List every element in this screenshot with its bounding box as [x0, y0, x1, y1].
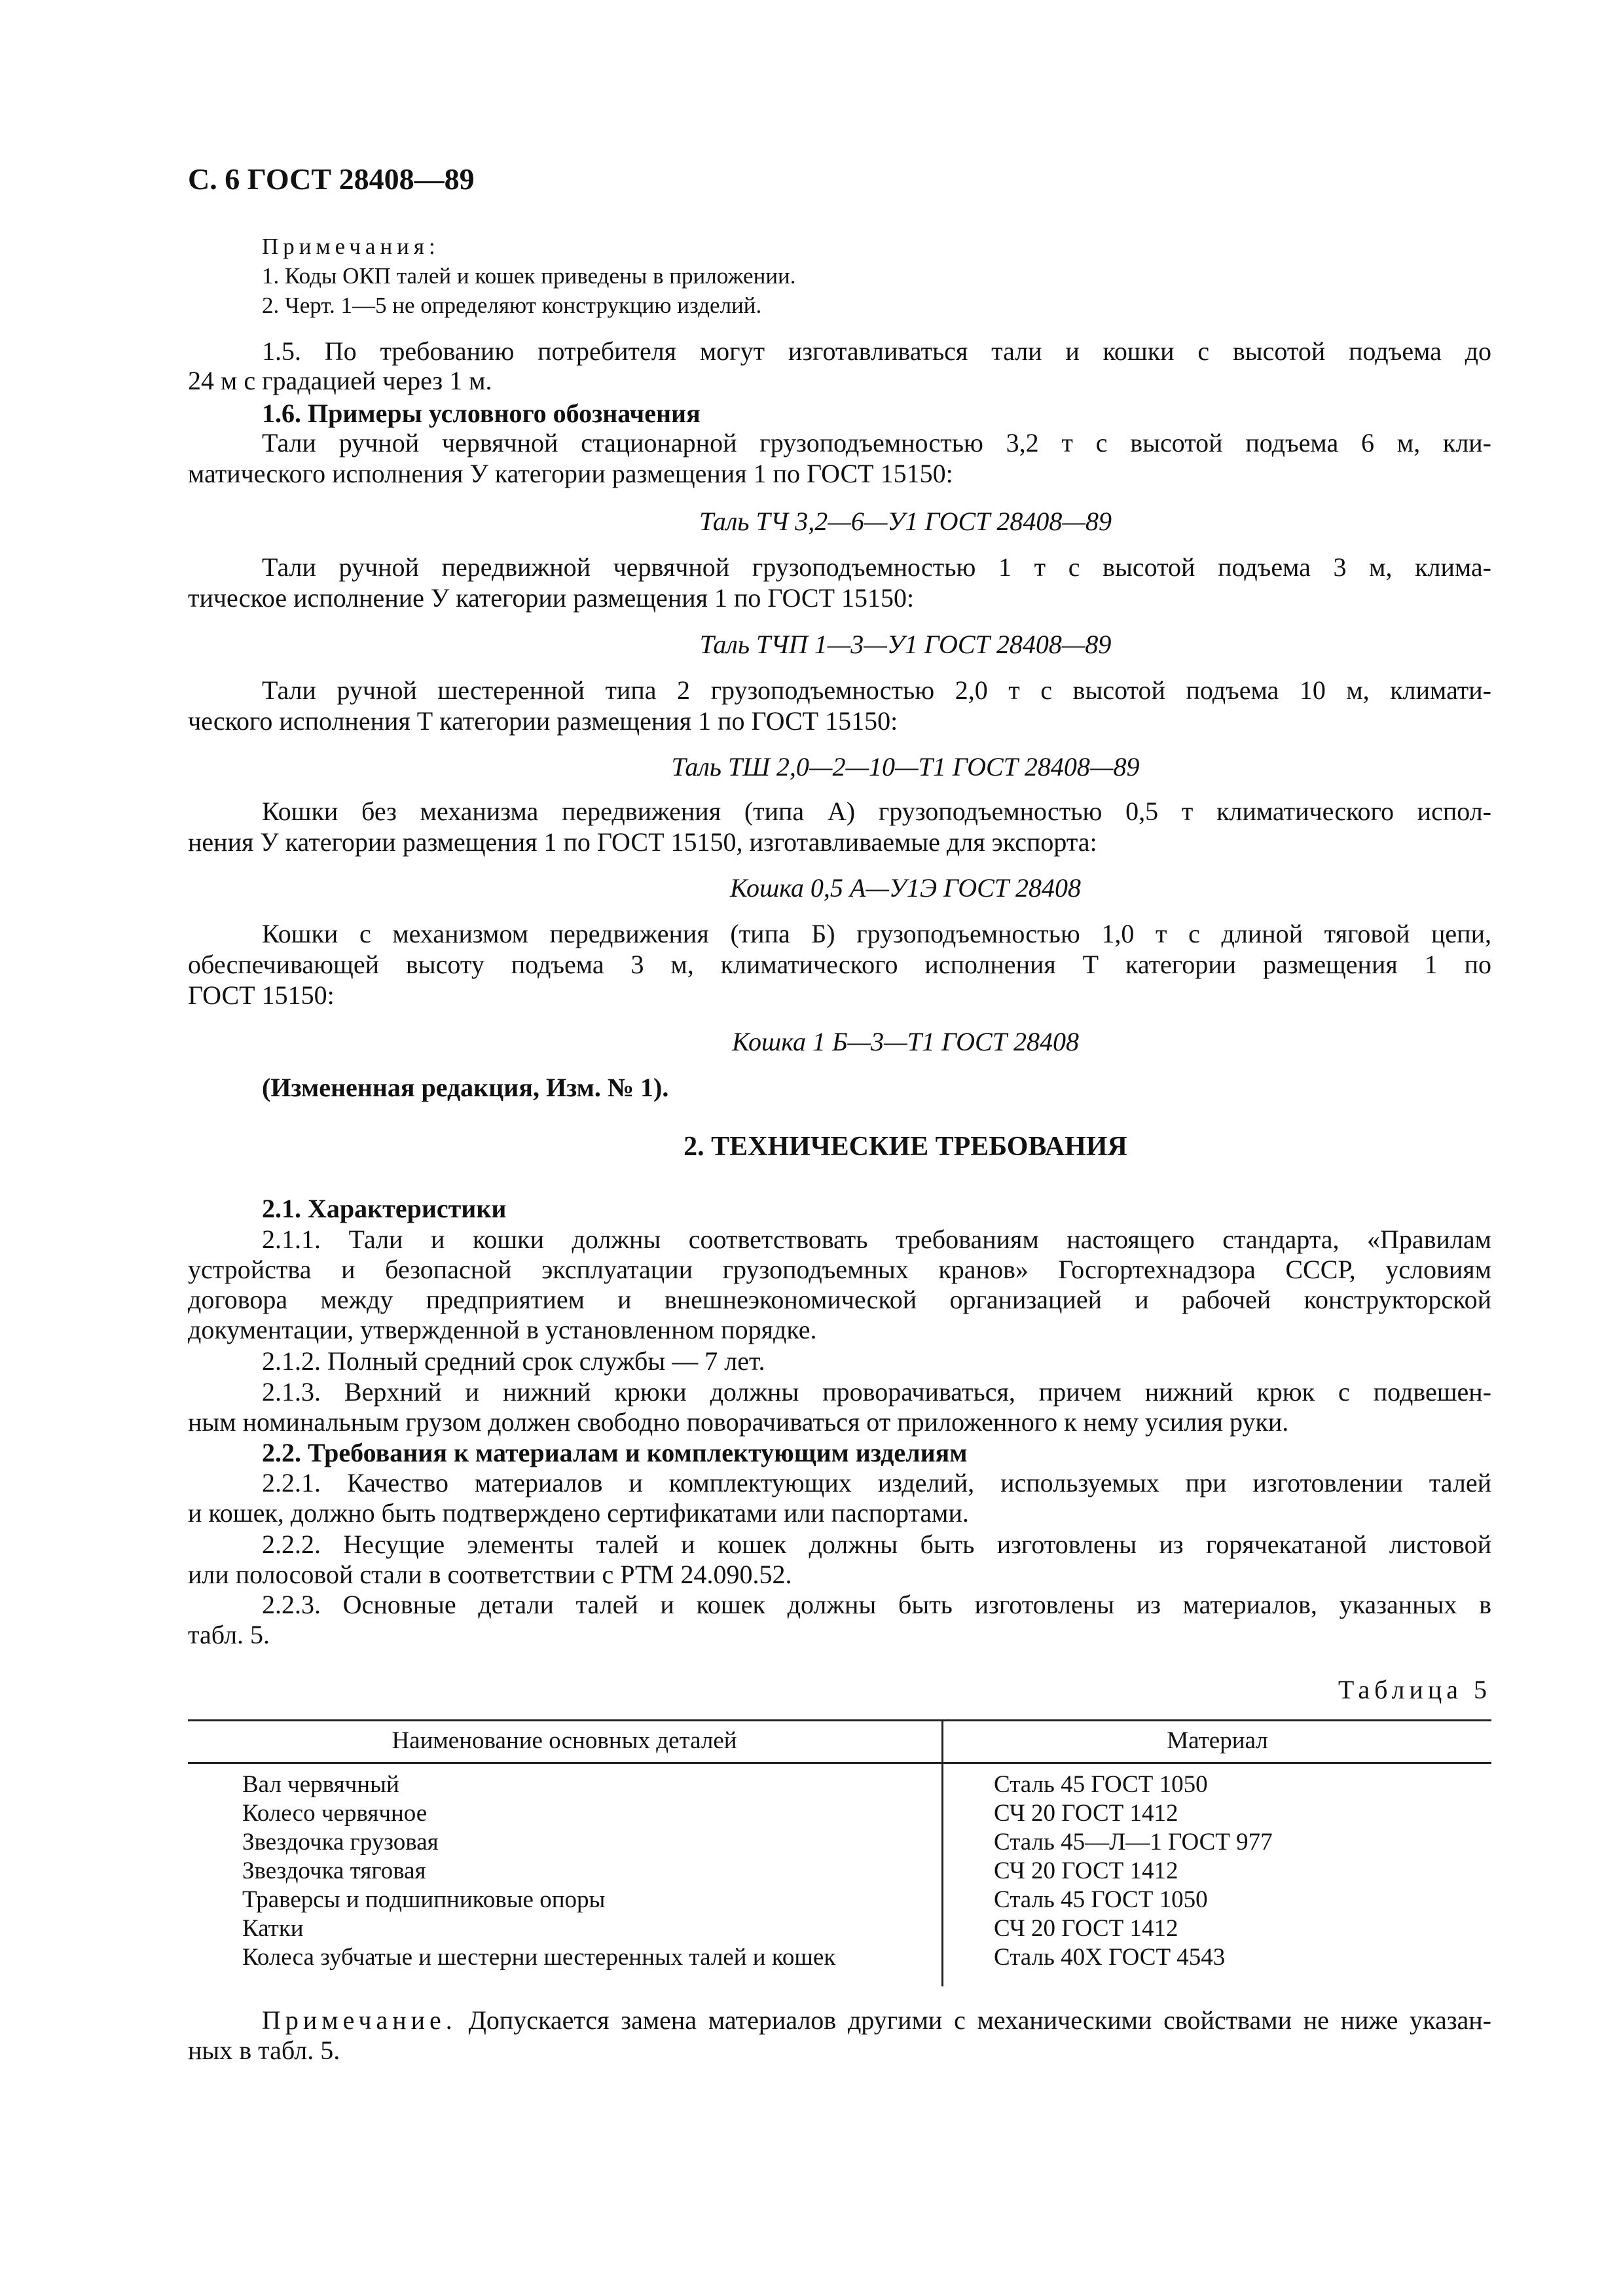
- paragraph-1-5-line: 24 м с градацией через 1 м.: [188, 366, 492, 395]
- table-column-divider: [941, 1719, 943, 1986]
- example-1-designation: Таль ТЧ 3,2—6—У1 ГОСТ 28408—89: [699, 507, 1112, 536]
- table-note-line: ных в табл. 5.: [188, 2036, 340, 2065]
- example-5-line: Кошки с механизмом передвижения (типа Б) грузоподъемностью 1,0 т с длиной тяговой цепи,: [262, 919, 1491, 948]
- section-2-title: 2. ТЕХНИЧЕСКИЕ ТРЕБОВАНИЯ: [684, 1132, 1127, 1162]
- paragraph-2-1-1-line: документации, утвержденной в установленном порядке.: [188, 1315, 817, 1344]
- example-3-line: ческого исполнения Т категории размещения 1 по ГОСТ 15150:: [188, 706, 898, 736]
- paragraph-2-2-1-line: и кошек, должно быть подтверждено сертификатами или паспортами.: [188, 1498, 969, 1528]
- table-cell-material: СЧ 20 ГОСТ 1412: [994, 1915, 1178, 1942]
- paragraph-2-2-3-line: табл. 5.: [188, 1620, 270, 1649]
- example-3-designation: Таль ТШ 2,0—2—10—Т1 ГОСТ 28408—89: [671, 752, 1140, 781]
- example-3-line: Тали ручной шестеренной типа 2 грузоподъемностью 2,0 т с высотой подъема 10 м, климати-: [262, 675, 1491, 705]
- table-cell-material: СЧ 20 ГОСТ 1412: [994, 1857, 1178, 1884]
- example-5-designation: Кошка 1 Б—3—Т1 ГОСТ 28408: [732, 1027, 1079, 1056]
- table-note-text: Допускается замена материалов другими с механическими свойствами не ниже указан-: [468, 2005, 1491, 2035]
- paragraph-2-1-1-line: договора между предприятием и внешнеэкономической организацией и рабочей конструкторской: [188, 1285, 1491, 1314]
- paragraph-1-5-line: 1.5. По требованию потребителя могут изготавливаться тали и кошки с высотой подъема до: [262, 336, 1491, 366]
- table-note-label: Примечание.: [262, 2005, 457, 2035]
- example-4-line: нения У категории размещения 1 по ГОСТ 15150, изготавливаемые для экспорта:: [188, 827, 1097, 857]
- table-cell-material: Сталь 40Х ГОСТ 4543: [994, 1944, 1226, 1971]
- notes-title: Примечания:: [262, 234, 440, 259]
- amendment-note: (Измененная редакция, Изм. № 1).: [262, 1073, 669, 1102]
- example-2-designation: Таль ТЧП 1—3—У1 ГОСТ 28408—89: [699, 630, 1112, 659]
- table-cell-material: Сталь 45—Л—1 ГОСТ 977: [994, 1829, 1273, 1856]
- table-cell-part: Колесо червячное: [242, 1800, 428, 1827]
- table-cell-part: Вал червячный: [242, 1771, 399, 1798]
- table-cell-part: Звездочка грузовая: [242, 1829, 439, 1856]
- paragraph-2-2-2-line: 2.2.2. Несущие элементы талей и кошек должны быть изготовлены из горячекатаной листовой: [262, 1530, 1491, 1559]
- example-5-line: обеспечивающей высоту подъема 3 м, климатического исполнения Т категории размещения 1 по: [188, 950, 1491, 979]
- section-2-1-heading: 2.1. Характеристики: [262, 1194, 507, 1223]
- table-cell-part: Звездочка тяговая: [242, 1857, 426, 1884]
- paragraph-2-1-2: 2.1.2. Полный средний срок службы — 7 лет.: [262, 1346, 765, 1376]
- paragraph-2-1-1-line: 2.1.1. Тали и кошки должны соответствовать требованиям настоящего стандарта, «Правилам: [262, 1225, 1491, 1254]
- note-item: 2. Черт. 1—5 не определяют конструкцию изделий.: [262, 293, 762, 318]
- example-2-line: тическое исполнение У категории размещения 1 по ГОСТ 15150:: [188, 583, 915, 613]
- table-cell-material: СЧ 20 ГОСТ 1412: [994, 1800, 1178, 1827]
- table-note-line: [262, 2006, 1491, 2035]
- table-caption: Таблица 5: [1338, 1675, 1491, 1704]
- example-1-line: матического исполнения У категории размещения 1 по ГОСТ 15150:: [188, 459, 953, 488]
- paragraph-2-1-3-line: 2.1.3. Верхний и нижний крюки должны проворачиваться, причем нижний крюк с подвешен-: [262, 1377, 1491, 1407]
- table-cell-part: Колеса зубчатые и шестерни шестеренных талей и кошек: [242, 1944, 836, 1971]
- table-cell-material: Сталь 45 ГОСТ 1050: [994, 1886, 1208, 1913]
- paragraph-2-1-1-line: устройства и безопасной эксплуатации грузоподъемных кранов» Госгортехнадзора СССР, условиям: [188, 1255, 1491, 1284]
- example-5-line: ГОСТ 15150:: [188, 980, 335, 1010]
- section-2-2-heading: 2.2. Требования к материалам и комплектующим изделиям: [262, 1438, 968, 1467]
- paragraph-2-1-3-line: ным номинальным грузом должен свободно поворачиваться от приложенного к нему усилия руки.: [188, 1407, 1289, 1437]
- section-1-6-heading: 1.6. Примеры условного обозначения: [262, 399, 701, 428]
- table-top-rule: [188, 1719, 1491, 1721]
- table-header-rule: [188, 1762, 1491, 1764]
- table-header-material: Материал: [1167, 1727, 1268, 1754]
- example-4-line: Кошки без механизма передвижения (типа А) грузоподъемностью 0,5 т климатического испол-: [262, 797, 1491, 826]
- paragraph-2-2-1-line: 2.2.1. Качество материалов и комплектующих изделий, используемых при изготовлении талей: [262, 1468, 1491, 1498]
- paragraph-2-2-3-line: 2.2.3. Основные детали талей и кошек должны быть изготовлены из материалов, указанных в: [262, 1590, 1491, 1619]
- example-4-designation: Кошка 0,5 А—У1Э ГОСТ 28408: [729, 873, 1082, 903]
- example-2-line: Тали ручной передвижной червячной грузоподъемностью 1 т с высотой подъема 3 м, клима-: [262, 552, 1491, 582]
- table-header-parts: Наименование основных деталей: [392, 1727, 737, 1754]
- page-header: С. 6 ГОСТ 28408—89: [188, 162, 475, 196]
- table-cell-part: Катки: [242, 1915, 304, 1942]
- note-item: 1. Коды ОКП талей и кошек приведены в приложении.: [262, 263, 796, 289]
- paragraph-2-2-2-line: или полосовой стали в соответствии с РТМ 24.090.52.: [188, 1560, 792, 1589]
- table-cell-part: Траверсы и подшипниковые опоры: [242, 1886, 606, 1913]
- table-cell-material: Сталь 45 ГОСТ 1050: [994, 1771, 1208, 1798]
- example-1-line: Тали ручной червячной стационарной грузоподъемностью 3,2 т с высотой подъема 6 м, кли-: [262, 428, 1491, 457]
